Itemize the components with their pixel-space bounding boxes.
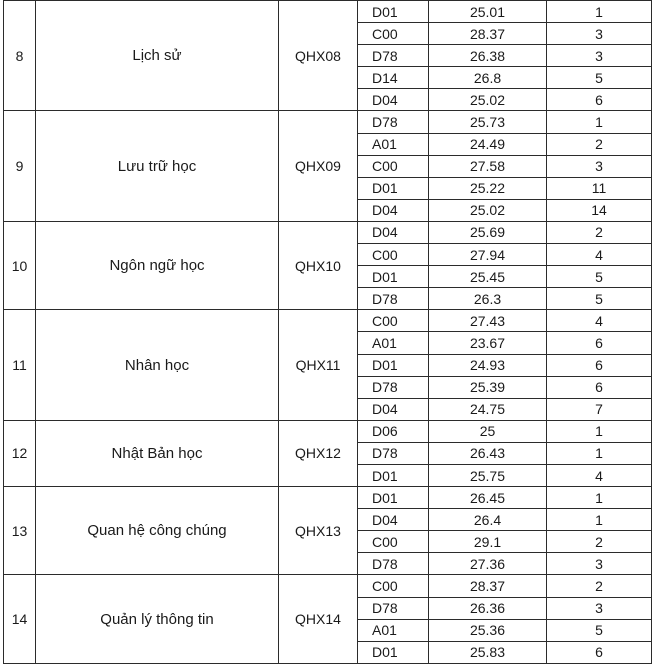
cutoff-score: 26.3 xyxy=(429,288,547,310)
priority-rank: 3 xyxy=(547,597,652,619)
subject-combination: D04 xyxy=(358,89,429,111)
major-name: Lưu trữ học xyxy=(36,111,279,221)
subject-combination: D01 xyxy=(358,641,429,663)
subject-combination: D78 xyxy=(358,597,429,619)
cutoff-score: 25.45 xyxy=(429,266,547,288)
subject-combination: C00 xyxy=(358,155,429,177)
cutoff-score: 26.8 xyxy=(429,67,547,89)
cutoff-score: 27.58 xyxy=(429,155,547,177)
priority-rank: 1 xyxy=(547,487,652,509)
major-code: QHX13 xyxy=(279,487,358,575)
cutoff-score: 25.39 xyxy=(429,376,547,398)
priority-rank: 11 xyxy=(547,177,652,199)
subject-combination: D01 xyxy=(358,464,429,486)
priority-rank: 6 xyxy=(547,641,652,663)
priority-rank: 3 xyxy=(547,45,652,67)
cutoff-score: 25.22 xyxy=(429,177,547,199)
subject-combination: D01 xyxy=(358,177,429,199)
cutoff-score: 26.36 xyxy=(429,597,547,619)
priority-rank: 4 xyxy=(547,464,652,486)
admission-scores-table xyxy=(3,0,652,664)
cutoff-score: 25.83 xyxy=(429,641,547,663)
subject-combination: D78 xyxy=(358,288,429,310)
table-row xyxy=(4,111,652,133)
priority-rank: 6 xyxy=(547,89,652,111)
major-code: QHX10 xyxy=(279,221,358,309)
priority-rank: 6 xyxy=(547,376,652,398)
major-code: QHX11 xyxy=(279,310,358,420)
priority-rank: 7 xyxy=(547,398,652,420)
cutoff-score: 26.43 xyxy=(429,442,547,464)
priority-rank: 4 xyxy=(547,310,652,332)
subject-combination: D01 xyxy=(358,354,429,376)
cutoff-score: 26.45 xyxy=(429,487,547,509)
subject-combination: D01 xyxy=(358,487,429,509)
priority-rank: 2 xyxy=(547,133,652,155)
priority-rank: 1 xyxy=(547,509,652,531)
cutoff-score: 26.38 xyxy=(429,45,547,67)
cutoff-score: 25.01 xyxy=(429,1,547,23)
subject-combination: A01 xyxy=(358,133,429,155)
cutoff-score: 25.02 xyxy=(429,89,547,111)
cutoff-score: 24.49 xyxy=(429,133,547,155)
subject-combination: D04 xyxy=(358,398,429,420)
priority-rank: 3 xyxy=(547,553,652,575)
major-code: QHX14 xyxy=(279,575,358,663)
priority-rank: 5 xyxy=(547,67,652,89)
table-row xyxy=(4,1,652,23)
table-body xyxy=(4,1,652,664)
subject-combination: A01 xyxy=(358,619,429,641)
priority-rank: 6 xyxy=(547,354,652,376)
cutoff-score: 24.75 xyxy=(429,398,547,420)
subject-combination: D78 xyxy=(358,442,429,464)
subject-combination: D04 xyxy=(358,221,429,243)
major-index: 13 xyxy=(4,487,36,575)
cutoff-score: 25.75 xyxy=(429,464,547,486)
major-name: Lịch sử xyxy=(36,1,279,111)
major-name: Nhật Bản học xyxy=(36,420,279,486)
priority-rank: 1 xyxy=(547,1,652,23)
subject-combination: D01 xyxy=(358,266,429,288)
subject-combination: D04 xyxy=(358,199,429,221)
priority-rank: 3 xyxy=(547,23,652,45)
subject-combination: D14 xyxy=(358,67,429,89)
cutoff-score: 28.37 xyxy=(429,23,547,45)
priority-rank: 14 xyxy=(547,199,652,221)
subject-combination: D04 xyxy=(358,509,429,531)
cutoff-score: 23.67 xyxy=(429,332,547,354)
major-index: 10 xyxy=(4,221,36,309)
major-code: QHX09 xyxy=(279,111,358,221)
priority-rank: 5 xyxy=(547,266,652,288)
subject-combination: D01 xyxy=(358,1,429,23)
cutoff-score: 24.93 xyxy=(429,354,547,376)
subject-combination: C00 xyxy=(358,244,429,266)
table-row xyxy=(4,221,652,243)
subject-combination: A01 xyxy=(358,332,429,354)
subject-combination: C00 xyxy=(358,23,429,45)
table-row xyxy=(4,575,652,597)
major-index: 12 xyxy=(4,420,36,486)
priority-rank: 2 xyxy=(547,531,652,553)
cutoff-score: 25 xyxy=(429,420,547,442)
cutoff-score: 25.36 xyxy=(429,619,547,641)
subject-combination: D78 xyxy=(358,376,429,398)
major-name: Ngôn ngữ học xyxy=(36,221,279,309)
major-index: 8 xyxy=(4,1,36,111)
subject-combination: C00 xyxy=(358,575,429,597)
cutoff-score: 25.69 xyxy=(429,221,547,243)
cutoff-score: 25.73 xyxy=(429,111,547,133)
cutoff-score: 27.43 xyxy=(429,310,547,332)
cutoff-score: 25.02 xyxy=(429,199,547,221)
priority-rank: 4 xyxy=(547,244,652,266)
cutoff-score: 27.94 xyxy=(429,244,547,266)
priority-rank: 1 xyxy=(547,442,652,464)
subject-combination: D06 xyxy=(358,420,429,442)
subject-combination: D78 xyxy=(358,111,429,133)
major-index: 11 xyxy=(4,310,36,420)
priority-rank: 5 xyxy=(547,288,652,310)
priority-rank: 2 xyxy=(547,575,652,597)
priority-rank: 1 xyxy=(547,111,652,133)
priority-rank: 1 xyxy=(547,420,652,442)
subject-combination: C00 xyxy=(358,531,429,553)
major-index: 14 xyxy=(4,575,36,663)
cutoff-score: 29.1 xyxy=(429,531,547,553)
table-row xyxy=(4,487,652,509)
subject-combination: D78 xyxy=(358,45,429,67)
major-name: Quản lý thông tin xyxy=(36,575,279,663)
major-name: Nhân học xyxy=(36,310,279,420)
table-row xyxy=(4,420,652,442)
priority-rank: 5 xyxy=(547,619,652,641)
major-name: Quan hệ công chúng xyxy=(36,487,279,575)
subject-combination: D78 xyxy=(358,553,429,575)
priority-rank: 6 xyxy=(547,332,652,354)
subject-combination: C00 xyxy=(358,310,429,332)
cutoff-score: 28.37 xyxy=(429,575,547,597)
priority-rank: 2 xyxy=(547,221,652,243)
cutoff-score: 26.4 xyxy=(429,509,547,531)
cutoff-score: 27.36 xyxy=(429,553,547,575)
major-code: QHX08 xyxy=(279,1,358,111)
major-index: 9 xyxy=(4,111,36,221)
major-code: QHX12 xyxy=(279,420,358,486)
table-row xyxy=(4,310,652,332)
priority-rank: 3 xyxy=(547,155,652,177)
